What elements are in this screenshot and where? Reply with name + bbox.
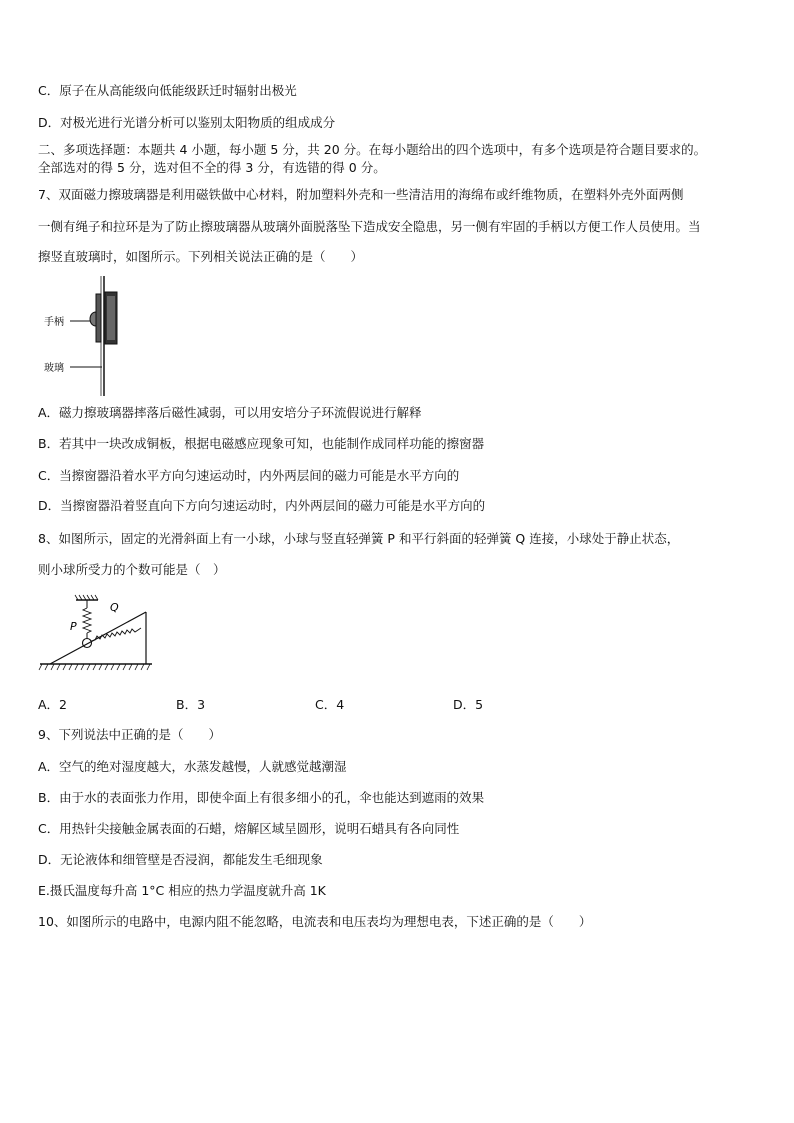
q7-stem-line3: 擦竖直玻璃时，如图所示。下列相关说法正确的是（ ） [38,249,364,264]
q7-figure-label-glass: 玻璃 [44,363,64,374]
q8-option-a: A．2 [38,697,68,712]
q6-option-d: D．对极光进行光谱分析可以鉴别太阳物质的组成成分 [38,115,336,130]
q8-stem-line1: 8、如图所示，固定的光滑斜面上有一小球，小球与竖直轻弹簧 P 和平行斜面的轻弹簧 Q 连接，小球处于静止状态， [38,531,680,546]
q9-stem: 9、下列说法中正确的是（ ） [38,727,221,742]
q8-figure-label-q: Q [110,601,119,614]
q7-option-c: C．当擦窗器沿着水平方向匀速运动时，内外两层间的磁力可能是水平方向的 [38,468,460,483]
q7-figure-label-handle: 手柄 [44,317,64,328]
q8-figure-incline-springs [38,592,154,682]
q8-option-b: B．3 [176,697,206,712]
q10-stem: 10、如图所示的电路中，电源内阻不能忽略，电流表和电压表均为理想电表，下述正确的是（ ） [38,914,592,929]
q6-option-c: C．原子在从高能级向低能级跃迁时辐射出极光 [38,83,297,98]
q7-stem-line1: 7、双面磁力擦玻璃器是利用磁铁做中心材料，附加塑料外壳和一些清洁用的海绵布或纤维物质，在塑料外壳外面两侧 [38,187,684,202]
q8-option-c: C．4 [315,697,345,712]
q8-option-d: D．5 [453,697,484,712]
q9-option-b: B．由于水的表面张力作用，即使伞面上有很多细小的孔，伞也能达到遮雨的效果 [38,790,485,805]
section2-heading-line2: 全部选对的得 5 分，选对但不全的得 3 分，有选错的得 0 分。 [38,160,386,175]
q9-option-a: A．空气的绝对湿度越大，水蒸发越慢，人就感觉越潮湿 [38,759,347,774]
q7-option-d: D．当擦窗器沿着竖直向下方向匀速运动时，内外两层间的磁力可能是水平方向的 [38,498,486,513]
section2-heading-line1: 二、多项选择题：本题共 4 小题，每小题 5 分，共 20 分。在每小题给出的四个选项中，有多个选项是符合题目要求的。 [38,142,707,157]
q7-option-b: B．若其中一块改成铜板，根据电磁感应现象可知，也能制作成同样功能的擦窗器 [38,436,485,451]
q8-figure-label-p: P [70,620,77,633]
q8-stem-line2: 则小球所受力的个数可能是（ ） [38,562,226,577]
q7-figure-window-cleaner [40,276,140,396]
q7-option-a: A．磁力擦玻璃器摔落后磁性减弱，可以用安培分子环流假说进行解释 [38,405,422,420]
q7-stem-line2: 一侧有绳子和拉环是为了防止擦玻璃器从玻璃外面脱落坠下造成安全隐患，另一侧有牢固的手柄以方便工作人员使用。当 [38,219,701,234]
q9-option-d: D．无论液体和细管壁是否浸润，都能发生毛细现象 [38,852,323,867]
q9-option-e: E.摄氏温度每升高 1°C 相应的热力学温度就升高 1K [38,883,326,898]
q9-option-c: C．用热针尖接触金属表面的石蜡，熔解区域呈圆形，说明石蜡具有各向同性 [38,821,460,836]
